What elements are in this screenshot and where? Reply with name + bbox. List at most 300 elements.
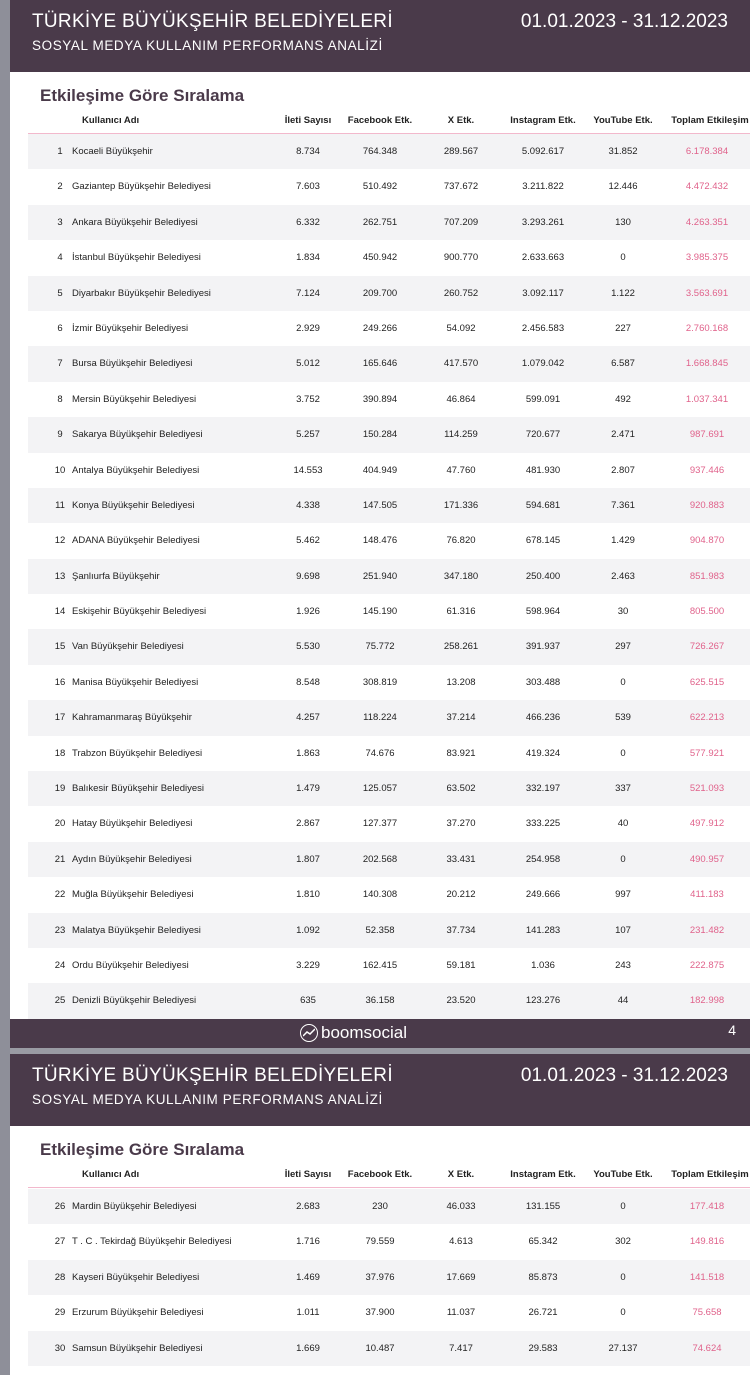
total-engagement-cell: 497.912: [689, 818, 725, 830]
table-row: [28, 205, 750, 240]
municipality-name-cell: Denizli Büyükşehir Belediyesi: [72, 995, 197, 1007]
instagram-cell: 332.197: [525, 783, 561, 795]
x-cell: 37.734: [446, 924, 476, 936]
total-engagement-cell: 141.518: [689, 1271, 725, 1283]
facebook-cell: 510.492: [362, 181, 398, 193]
youtube-cell: 0: [620, 676, 626, 688]
instagram-cell: 254.958: [525, 853, 561, 865]
posts-cell: 5.257: [296, 429, 320, 441]
col-header-total: Toplam Etkileşim: [671, 1169, 749, 1180]
youtube-cell: 539: [615, 712, 631, 724]
total-engagement-cell: 222.875: [689, 959, 725, 971]
rank-cell: 29: [54, 1307, 66, 1319]
col-header-posts: İleti Sayısı: [284, 115, 332, 126]
x-cell: 59.181: [446, 959, 476, 971]
rank-cell: 3: [57, 216, 63, 228]
instagram-cell: 1.079.042: [521, 358, 565, 370]
instagram-cell: 2.633.663: [521, 252, 565, 264]
total-engagement-cell: 74.624: [692, 1342, 722, 1354]
facebook-cell: 251.940: [362, 570, 398, 582]
table-row: [28, 594, 750, 629]
instagram-cell: 481.930: [525, 464, 561, 476]
instagram-cell: 598.964: [525, 606, 561, 618]
municipality-name-cell: Ankara Büyükşehir Belediyesi: [72, 216, 198, 228]
instagram-cell: 123.276: [525, 995, 561, 1007]
posts-cell: 3.752: [296, 393, 320, 405]
youtube-cell: 2.807: [611, 464, 635, 476]
instagram-cell: 466.236: [525, 712, 561, 724]
youtube-cell: 297: [615, 641, 631, 653]
municipality-name-cell: T . C . Tekirdağ Büyükşehir Belediyesi: [72, 1236, 232, 1248]
posts-cell: 4.257: [296, 712, 320, 724]
instagram-cell: 249.666: [525, 889, 561, 901]
posts-cell: 1.834: [296, 252, 320, 264]
municipality-name-cell: Erzurum Büyükşehir Belediyesi: [72, 1307, 204, 1319]
rank-cell: 11: [55, 499, 65, 511]
date-range: 01.01.2023 - 31.12.2023: [520, 11, 728, 32]
youtube-cell: 7.361: [611, 499, 635, 511]
instagram-cell: 391.937: [525, 641, 561, 653]
section-title: Etkileşime Göre Sıralama: [40, 86, 245, 105]
municipality-name-cell: Samsun Büyükşehir Belediyesi: [72, 1342, 203, 1354]
youtube-cell: 31.852: [608, 146, 638, 157]
facebook-cell: 10.487: [365, 1342, 395, 1354]
youtube-cell: 492: [615, 393, 631, 405]
col-header-posts: İleti Sayısı: [284, 1169, 332, 1180]
youtube-cell: 40: [617, 818, 629, 830]
municipality-name-cell: Manisa Büyükşehir Belediyesi: [72, 676, 199, 688]
youtube-cell: 44: [617, 995, 629, 1007]
col-header-instagram: Instagram Etk.: [510, 1169, 576, 1180]
municipality-name-cell: Mardin Büyükşehir Belediyesi: [72, 1201, 197, 1212]
municipality-name-cell: Şanlıurfa Büyükşehir: [72, 570, 160, 582]
x-cell: 46.864: [446, 393, 476, 405]
facebook-cell: 140.308: [362, 889, 398, 901]
table-row: [28, 417, 750, 452]
youtube-cell: 30: [617, 606, 629, 618]
x-cell: 20.212: [446, 889, 476, 901]
x-cell: 33.431: [446, 853, 476, 865]
rank-cell: 2: [57, 181, 63, 193]
facebook-cell: 37.976: [365, 1271, 395, 1283]
col-header-name: Kullanıcı Adı: [82, 1169, 140, 1180]
table-row: [28, 983, 750, 1018]
youtube-cell: 1.429: [611, 535, 635, 547]
facebook-cell: 127.377: [362, 818, 398, 830]
instagram-cell: 599.091: [525, 393, 561, 405]
total-engagement-cell: 75.658: [692, 1307, 722, 1319]
table-row: [28, 913, 750, 948]
total-engagement-cell: 3.985.375: [685, 252, 729, 264]
x-cell: 37.214: [446, 712, 476, 724]
youtube-cell: 0: [620, 1271, 626, 1283]
municipality-name-cell: Van Büyükşehir Belediyesi: [72, 641, 184, 653]
col-header-total: Toplam Etkileşim: [671, 115, 749, 126]
municipality-name-cell: Trabzon Büyükşehir Belediyesi: [72, 747, 203, 759]
posts-cell: 2.929: [296, 322, 320, 334]
rank-cell: 6: [57, 322, 63, 334]
page-edge-strip: [0, 0, 10, 1375]
municipality-name-cell: Ordu Büyükşehir Belediyesi: [72, 959, 189, 971]
col-header-instagram: Instagram Etk.: [510, 115, 576, 126]
posts-cell: 8.548: [296, 676, 320, 688]
table-row: [28, 311, 750, 346]
facebook-cell: 150.284: [362, 429, 398, 441]
table-header: [28, 1162, 750, 1188]
instagram-cell: 5.092.617: [521, 146, 565, 157]
x-cell: 258.261: [443, 641, 479, 653]
total-engagement-cell: 2.760.168: [685, 322, 729, 334]
municipality-name-cell: Aydın Büyükşehir Belediyesi: [72, 853, 192, 865]
municipality-name-cell: Kahramanmaraş Büyükşehir: [72, 712, 192, 724]
posts-cell: 7.124: [296, 287, 320, 299]
x-cell: 46.033: [446, 1201, 476, 1212]
instagram-cell: 333.225: [525, 818, 561, 830]
rank-cell: 22: [54, 889, 66, 901]
total-engagement-cell: 851.983: [689, 570, 725, 582]
facebook-cell: 165.646: [362, 358, 398, 370]
municipality-name-cell: Diyarbakır Büyükşehir Belediyesi: [72, 287, 211, 299]
youtube-cell: 27.137: [608, 1342, 638, 1354]
municipality-name-cell: Muğla Büyükşehir Belediyesi: [72, 889, 194, 901]
table-row: [28, 169, 750, 204]
total-engagement-cell: 6.178.384: [685, 146, 729, 157]
total-engagement-cell: 622.213: [689, 712, 725, 724]
posts-cell: 7.603: [296, 181, 320, 193]
x-cell: 260.752: [443, 287, 479, 299]
instagram-cell: 1.036: [531, 959, 555, 971]
municipality-name-cell: İstanbul Büyükşehir Belediyesi: [72, 252, 201, 264]
posts-cell: 2.683: [296, 1201, 320, 1212]
total-engagement-cell: 577.921: [689, 747, 725, 759]
ranking-table-body: [28, 134, 750, 1019]
total-engagement-cell: 490.957: [689, 853, 725, 865]
posts-cell: 6.332: [296, 216, 320, 228]
instagram-cell: 3.211.822: [522, 181, 564, 193]
total-engagement-cell: 904.870: [689, 535, 725, 547]
facebook-cell: 125.057: [362, 783, 398, 795]
report-subtitle: SOSYAL MEDYA KULLANIM PERFORMANS ANALİZİ: [32, 38, 383, 53]
x-cell: 23.520: [446, 995, 476, 1007]
report-title: TÜRKİYE BÜYÜKŞEHİR BELEDİYELERİ: [32, 1065, 393, 1086]
table-row: [28, 700, 750, 735]
total-engagement-cell: 521.093: [689, 783, 725, 795]
rank-cell: 12: [54, 535, 66, 547]
rank-cell: 5: [57, 287, 63, 299]
table-row: [28, 346, 750, 381]
page-number: 4: [728, 1022, 736, 1038]
facebook-cell: 249.266: [362, 322, 398, 334]
rank-cell: 19: [54, 783, 66, 795]
rank-cell: 8: [57, 393, 63, 405]
date-range: 01.01.2023 - 31.12.2023: [520, 1065, 728, 1086]
rank-cell: 26: [54, 1201, 66, 1212]
ranking-table-body: [28, 1189, 750, 1366]
rank-cell: 27: [54, 1236, 66, 1248]
x-cell: 61.316: [446, 606, 476, 618]
rank-cell: 28: [54, 1271, 66, 1283]
municipality-name-cell: Kocaeli Büyükşehir: [72, 146, 153, 157]
total-engagement-cell: 411.183: [690, 889, 724, 901]
rank-cell: 16: [54, 676, 66, 688]
x-cell: 7.417: [449, 1342, 473, 1354]
posts-cell: 1.810: [296, 889, 320, 901]
x-cell: 289.567: [443, 146, 479, 157]
table-row: [28, 948, 750, 983]
youtube-cell: 107: [615, 924, 631, 936]
x-cell: 37.270: [446, 818, 476, 830]
table-row: [28, 523, 750, 558]
report-page-1: [10, 0, 750, 1048]
boomsocial-logo: [300, 1023, 407, 1043]
rank-cell: 10: [54, 464, 66, 476]
table-row: [28, 629, 750, 664]
col-header-facebook: Facebook Etk.: [347, 115, 413, 126]
rank-cell: 14: [54, 606, 66, 618]
x-cell: 76.820: [446, 535, 476, 547]
municipality-name-cell: Antalya Büyükşehir Belediyesi: [72, 464, 200, 476]
facebook-cell: 52.358: [365, 924, 395, 936]
instagram-cell: 3.092.117: [522, 287, 564, 299]
x-cell: 13.208: [446, 676, 476, 688]
x-cell: 114.259: [444, 429, 478, 441]
col-header-x: X Etk.: [447, 1169, 475, 1180]
posts-cell: 1.092: [296, 924, 320, 936]
total-engagement-cell: 920.883: [689, 499, 725, 511]
posts-cell: 5.530: [296, 641, 320, 653]
municipality-name-cell: Gaziantep Büyükşehir Belediyesi: [72, 181, 211, 193]
facebook-cell: 308.819: [362, 676, 398, 688]
report-page-2: [10, 1054, 750, 1375]
municipality-name-cell: Kayseri Büyükşehir Belediyesi: [72, 1271, 200, 1283]
rank-cell: 4: [57, 252, 63, 264]
facebook-cell: 764.348: [362, 146, 398, 157]
youtube-cell: 0: [620, 747, 626, 759]
posts-cell: 1.669: [296, 1342, 320, 1354]
rank-cell: 7: [57, 358, 63, 370]
total-engagement-cell: 937.446: [689, 464, 725, 476]
facebook-cell: 145.190: [362, 606, 398, 618]
brand-name: boomsocial: [321, 1023, 407, 1042]
posts-cell: 3.229: [296, 959, 320, 971]
municipality-name-cell: Malatya Büyükşehir Belediyesi: [72, 924, 201, 936]
facebook-cell: 202.568: [362, 853, 398, 865]
rank-cell: 18: [54, 747, 66, 759]
youtube-cell: 0: [620, 252, 626, 264]
table-row: [28, 1224, 750, 1259]
instagram-cell: 678.145: [525, 535, 561, 547]
x-cell: 54.092: [446, 322, 476, 334]
rank-cell: 17: [54, 712, 66, 724]
total-engagement-cell: 805.500: [689, 606, 725, 618]
table-row: [28, 842, 750, 877]
posts-cell: 1.807: [296, 853, 320, 865]
total-engagement-cell: 625.515: [689, 676, 725, 688]
facebook-cell: 147.505: [362, 499, 398, 511]
table-row: [28, 1331, 750, 1366]
col-header-youtube: YouTube Etk.: [593, 115, 653, 126]
x-cell: 47.760: [446, 464, 476, 476]
col-header-facebook: Facebook Etk.: [347, 1169, 413, 1180]
section-title: Etkileşime Göre Sıralama: [40, 1140, 245, 1159]
posts-cell: 4.338: [296, 499, 320, 511]
rank-cell: 9: [57, 429, 63, 441]
posts-cell: 5.012: [296, 358, 320, 370]
youtube-cell: 1.122: [611, 287, 635, 299]
facebook-cell: 36.158: [365, 995, 395, 1007]
instagram-cell: 720.677: [525, 429, 561, 441]
youtube-cell: 997: [615, 889, 631, 901]
col-header-x: X Etk.: [447, 115, 475, 126]
col-header-youtube: YouTube Etk.: [593, 1169, 653, 1180]
report-title: TÜRKİYE BÜYÜKŞEHİR BELEDİYELERİ: [32, 11, 393, 32]
youtube-cell: 0: [620, 1201, 626, 1212]
instagram-cell: 2.456.583: [521, 322, 565, 334]
x-cell: 83.921: [446, 747, 476, 759]
youtube-cell: 6.587: [611, 358, 635, 370]
instagram-cell: 594.681: [525, 499, 561, 511]
table-row: [28, 276, 750, 311]
facebook-cell: 118.224: [363, 712, 397, 724]
instagram-cell: 141.283: [525, 924, 561, 936]
facebook-cell: 162.415: [362, 959, 398, 971]
youtube-cell: 2.471: [611, 429, 635, 441]
total-engagement-cell: 987.691: [689, 429, 725, 441]
x-cell: 17.669: [446, 1271, 476, 1283]
total-engagement-cell: 182.998: [689, 995, 725, 1007]
total-engagement-cell: 1.037.341: [685, 393, 729, 405]
page-header: [10, 1054, 750, 1126]
table-row: [28, 1260, 750, 1295]
total-engagement-cell: 1.668.845: [685, 358, 729, 370]
x-cell: 900.770: [443, 252, 479, 264]
table-row: [28, 806, 750, 841]
youtube-cell: 130: [615, 216, 631, 228]
rank-cell: 20: [54, 818, 66, 830]
municipality-name-cell: Konya Büyükşehir Belediyesi: [72, 499, 195, 511]
facebook-cell: 450.942: [362, 252, 398, 264]
instagram-cell: 131.155: [525, 1201, 561, 1212]
posts-cell: 14.553: [293, 464, 323, 476]
facebook-cell: 390.894: [362, 393, 398, 405]
municipality-name-cell: Balıkesir Büyükşehir Belediyesi: [72, 783, 205, 795]
youtube-cell: 0: [620, 1307, 626, 1319]
municipality-name-cell: Eskişehir Büyükşehir Belediyesi: [72, 606, 207, 618]
table-row: [28, 240, 750, 275]
total-engagement-cell: 177.418: [689, 1201, 725, 1212]
posts-cell: 1.716: [296, 1236, 320, 1248]
instagram-cell: 303.488: [525, 676, 561, 688]
posts-cell: 8.734: [296, 146, 320, 157]
total-engagement-cell: 3.563.691: [685, 287, 729, 299]
table-row: [28, 1295, 750, 1330]
rank-cell: 23: [54, 924, 66, 936]
posts-cell: 5.462: [296, 535, 320, 547]
instagram-cell: 250.400: [525, 570, 561, 582]
table-row: [28, 382, 750, 417]
report-subtitle: SOSYAL MEDYA KULLANIM PERFORMANS ANALİZİ: [32, 1092, 383, 1107]
municipality-name-cell: Bursa Büyükşehir Belediyesi: [72, 358, 193, 370]
facebook-cell: 74.676: [365, 747, 395, 759]
municipality-name-cell: ADANA Büyükşehir Belediyesi: [72, 535, 200, 547]
table-header: [28, 108, 750, 134]
rank-cell: 25: [54, 995, 66, 1007]
facebook-cell: 79.559: [365, 1236, 395, 1248]
x-cell: 737.672: [443, 181, 479, 193]
x-cell: 63.502: [446, 783, 476, 795]
table-row: [28, 1189, 750, 1224]
x-cell: 347.180: [443, 570, 479, 582]
youtube-cell: 243: [615, 959, 631, 971]
posts-cell: 1.926: [296, 606, 320, 618]
posts-cell: 1.011: [296, 1307, 320, 1319]
rank-cell: 13: [54, 570, 66, 582]
instagram-cell: 26.721: [528, 1307, 558, 1319]
page-footer: [10, 1019, 750, 1048]
table-row: [28, 488, 750, 523]
rank-cell: 15: [54, 641, 66, 653]
youtube-cell: 337: [615, 783, 631, 795]
x-cell: 171.336: [443, 499, 479, 511]
total-engagement-cell: 4.472.432: [685, 181, 729, 193]
rank-cell: 21: [54, 853, 66, 865]
x-cell: 11.037: [446, 1307, 476, 1319]
page-header: [10, 0, 750, 72]
trend-icon: [300, 1024, 318, 1042]
municipality-name-cell: İzmir Büyükşehir Belediyesi: [72, 322, 189, 334]
facebook-cell: 37.900: [365, 1307, 395, 1319]
instagram-cell: 419.324: [525, 747, 561, 759]
instagram-cell: 65.342: [528, 1236, 558, 1248]
facebook-cell: 230: [372, 1201, 388, 1212]
posts-cell: 635: [300, 995, 316, 1007]
youtube-cell: 227: [615, 322, 631, 334]
municipality-name-cell: Mersin Büyükşehir Belediyesi: [72, 393, 197, 405]
x-cell: 417.570: [443, 358, 479, 370]
x-cell: 707.209: [443, 216, 479, 228]
table-row: [28, 453, 750, 488]
table-row: [28, 665, 750, 700]
table-row: [28, 877, 750, 912]
table-row: [28, 134, 750, 169]
youtube-cell: 12.446: [608, 181, 638, 193]
rank-cell: 1: [57, 146, 63, 157]
total-engagement-cell: 231.482: [689, 924, 725, 936]
posts-cell: 2.867: [296, 818, 320, 830]
posts-cell: 1.863: [296, 747, 320, 759]
total-engagement-cell: 4.263.351: [685, 216, 729, 228]
youtube-cell: 0: [620, 853, 626, 865]
total-engagement-cell: 149.816: [689, 1236, 725, 1248]
table-row: [28, 559, 750, 594]
facebook-cell: 404.949: [362, 464, 398, 476]
youtube-cell: 2.463: [611, 570, 635, 582]
posts-cell: 1.469: [296, 1271, 320, 1283]
x-cell: 4.613: [449, 1236, 473, 1248]
total-engagement-cell: 726.267: [689, 641, 725, 653]
table-row: [28, 736, 750, 771]
rank-cell: 30: [54, 1342, 66, 1354]
instagram-cell: 3.293.261: [521, 216, 565, 228]
rank-cell: 24: [54, 959, 66, 971]
facebook-cell: 262.751: [362, 216, 398, 228]
facebook-cell: 209.700: [362, 287, 398, 299]
instagram-cell: 85.873: [528, 1271, 558, 1283]
municipality-name-cell: Hatay Büyükşehir Belediyesi: [72, 818, 193, 830]
facebook-cell: 148.476: [362, 535, 398, 547]
posts-cell: 9.698: [296, 570, 320, 582]
posts-cell: 1.479: [296, 783, 320, 795]
